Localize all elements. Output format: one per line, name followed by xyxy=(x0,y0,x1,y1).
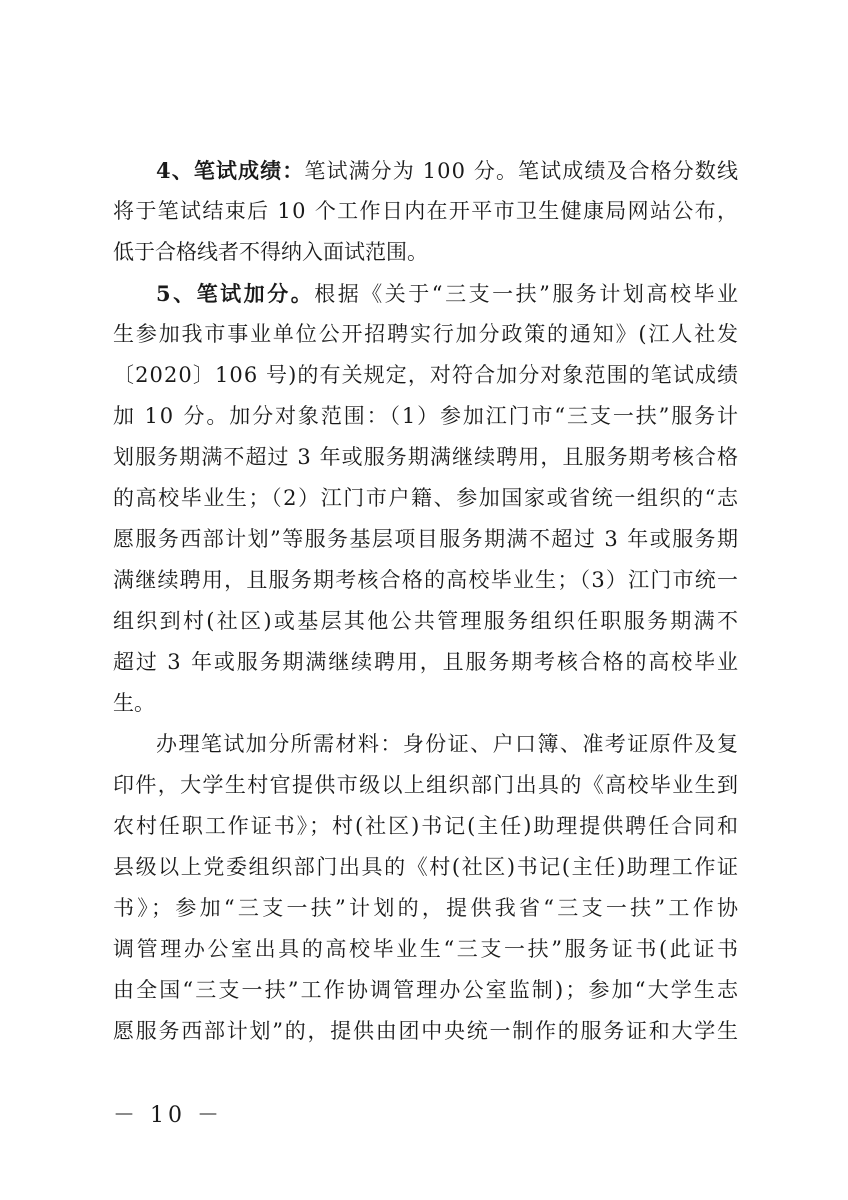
text-run: 组织到村(社区)或基层其他公共管理服务组织任职服务期满不 xyxy=(113,609,741,633)
paragraph-1-line-1 xyxy=(113,150,738,191)
paragraph-2-line-1 xyxy=(113,273,741,314)
paragraph-3-line-1 xyxy=(113,724,738,765)
paragraph-3-line-2 xyxy=(113,765,738,806)
text-run: 将于笔试结束后 10 个工作日内在开平市卫生健康局网站公布， xyxy=(113,199,740,223)
paragraph-2-line-3 xyxy=(113,355,738,396)
text-run: 农村任职工作证书》；村(社区)书记(主任)助理提供聘任合同和 xyxy=(113,814,740,838)
paragraph-2-line-5 xyxy=(113,437,738,478)
paragraph-2-line-8 xyxy=(113,560,738,601)
text-run: 低于合格线者不得纳入面试范围。 xyxy=(113,240,428,264)
paragraph-3-line-7 xyxy=(113,970,741,1011)
body-text xyxy=(113,150,742,1052)
paragraph-1-line-2 xyxy=(113,191,738,232)
paragraph-1-line-3 xyxy=(113,232,738,273)
text-run: 〔2020〕106 号)的有关规定，对符合加分对象范围的笔试成绩 xyxy=(113,363,740,387)
paragraph-2-line-11 xyxy=(113,683,738,724)
page-number: － 10 － xyxy=(113,1103,223,1128)
paragraph-2-line-9 xyxy=(113,601,741,642)
text-run: 超过 3 年或服务期满继续聘用，且服务期考核合格的高校毕业 xyxy=(113,650,740,674)
paragraph-3-line-3 xyxy=(113,806,738,847)
text-run: 根据《关于“三支一扶”服务计划高校毕业 xyxy=(314,282,741,306)
text-run: 笔试满分为 100 分。笔试成绩及合格分数线 xyxy=(304,159,740,183)
paragraph-2-line-4 xyxy=(113,396,738,437)
paragraph-3-line-4 xyxy=(113,847,738,888)
text-run: 调管理办公室出具的高校毕业生“三支一扶”服务证书(此证书 xyxy=(113,937,741,961)
text-run: 愿服务西部计划”的，提供由团中央统一制作的服务证和大学生 xyxy=(113,1019,740,1043)
text-run: 生。 xyxy=(113,691,155,715)
paragraph-3-line-5 xyxy=(113,888,742,929)
paragraph-3-line-6 xyxy=(113,929,741,970)
paragraph-3-line-8 xyxy=(113,1011,738,1052)
text-run: 印件，大学生村官提供市级以上组织部门出具的《高校毕业生到 xyxy=(113,773,740,797)
paragraph-2-line-10 xyxy=(113,642,738,683)
text-run: 的高校毕业生；（2）江门市户籍、参加国家或省统一组织的“志 xyxy=(113,486,740,510)
section-heading-bonus: 5、笔试加分。 xyxy=(156,281,315,306)
text-run: 县级以上党委组织部门出具的《村(社区)书记(主任)助理工作证 xyxy=(113,855,740,879)
text-run: 办理笔试加分所需材料：身份证、户口簿、准考证原件及复 xyxy=(156,732,740,756)
paragraph-2-line-7 xyxy=(113,519,738,560)
text-run: 愿服务西部计划”等服务基层项目服务期满不超过 3 年或服务期 xyxy=(113,527,740,551)
text-run: 生参加我市事业单位公开招聘实行加分政策的通知》(江人社发 xyxy=(113,322,740,346)
text-run: 书》；参加“三支一扶”计划的，提供我省“三支一扶”工作协 xyxy=(113,896,742,920)
text-run: 划服务期满不超过 3 年或服务期满继续聘用，且服务期考核合格 xyxy=(113,445,740,469)
text-run: 由全国“三支一扶”工作协调管理办公室监制)；参加“大学生志 xyxy=(113,978,741,1002)
text-run: 满继续聘用，且服务期考核合格的高校毕业生；（3）江门市统一 xyxy=(113,568,740,592)
paragraph-2-line-2 xyxy=(113,314,738,355)
section-heading-score: 4、笔试成绩： xyxy=(156,158,305,183)
text-run: 加 10 分。加分对象范围：（1）参加江门市“三支一扶”服务计 xyxy=(113,404,740,428)
paragraph-2-line-6 xyxy=(113,478,738,519)
